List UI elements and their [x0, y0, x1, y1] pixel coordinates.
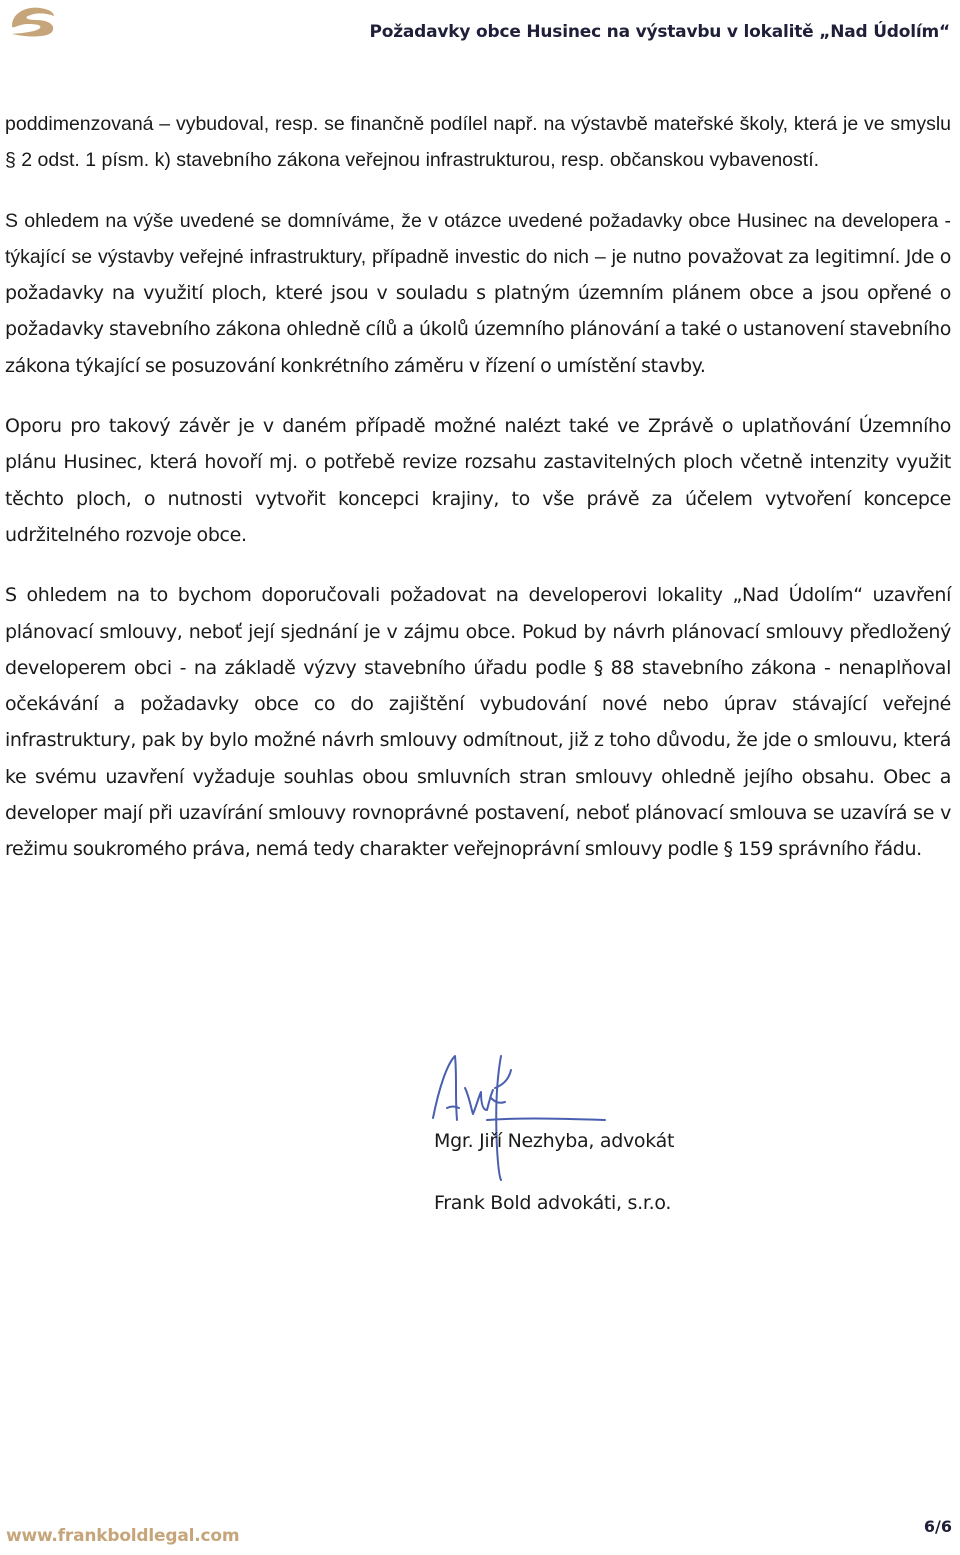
- page-number: 6/6: [923, 1517, 952, 1536]
- document-body: [5, 106, 951, 892]
- footer-website-link[interactable]: www.frankboldlegal.com: [6, 1526, 240, 1546]
- paragraph-4: [5, 577, 951, 867]
- paragraph-4-text: S ohledem na to bychom doporučovali požadovat na developerovi lokality „Nad Údolím“ uzavření plánovací smlouvy, neboť její sjednání je v zájmu obce. Pokud by návrh plánovací smlouvy předložený developerem obci - na základě výzvy stavebního úřadu podle § 88 stavebního zákona - nenaplňoval očekávání a požadavky obce co do zajištění vybudování nové nebo úprav stávající veřejné infrastruktury, pak by bylo možné návrh smlouvy odmítnout, již z toho důvodu, že jde o smlouvu, která ke svému uzavření vyžaduje souhlas obou smluvních stran smlouvy ohledně jejího obsahu. Obec a developer mají při uzavírání smlouvy rovnoprávné postavení, neboť plánovací smlouva se uzavírá se v režimu soukromého práva, nemá tedy charakter veřejnoprávní smlouvy podle § 159 správního řádu.: [5, 584, 951, 861]
- paragraph-3-text: Oporu pro takový závěr je v daném případě možné nalézt také ve Zprávě o uplatňování Územního plánu Husinec, která hovoří mj. o potřebě revize rozsahu zastavitelných ploch včetně intenzity využit těchto ploch, o nutnosti vytvořit koncepci krajiny, to vše právě za účelem vytvoření koncepce udržitelného rozvoje obce.: [5, 415, 951, 546]
- signatory-firm: Frank Bold advokáti, s.r.o.: [434, 1192, 672, 1214]
- paragraph-1: [5, 106, 951, 179]
- document-header-title: Požadavky obce Husinec na výstavbu v lokalitě „Nad Údolím“: [369, 22, 950, 42]
- paragraph-2-text-a: S ohledem na výše uvedené se domníváme, že v otázce uvedené požadavky obce Husinec na developera - týkající se výstavby veřejné infrastruktury, případně investic do nich – je nutno: [5, 209, 951, 268]
- paragraph-2-text-b: považovat za legitimní. Jde o požadavky na využití ploch, které jsou v souladu s platným územním plánem obce a jsou opřené o požadavky stavebního zákona ohledně cílů a úkolů územního plánování a také o ustanovení stavebního zákona týkající se posuzování konkrétního záměru v řízení o umístění stavby.: [5, 245, 951, 377]
- handwritten-signature: [425, 1048, 625, 1188]
- paragraph-2: [5, 203, 951, 384]
- signatory-name: Mgr. Jiří Nezhyba, advokát: [434, 1130, 675, 1152]
- frank-bold-logo-icon: [6, 4, 58, 38]
- paragraph-1-text: poddimenzovaná – vybudoval, resp. se finančně podílel např. na výstavbě mateřské školy, která je ve smyslu § 2 odst. 1 písm. k) stavebního zákona veřejnou infrastrukturou, resp. občanskou vybaveností.: [5, 113, 951, 172]
- paragraph-3: [5, 408, 951, 553]
